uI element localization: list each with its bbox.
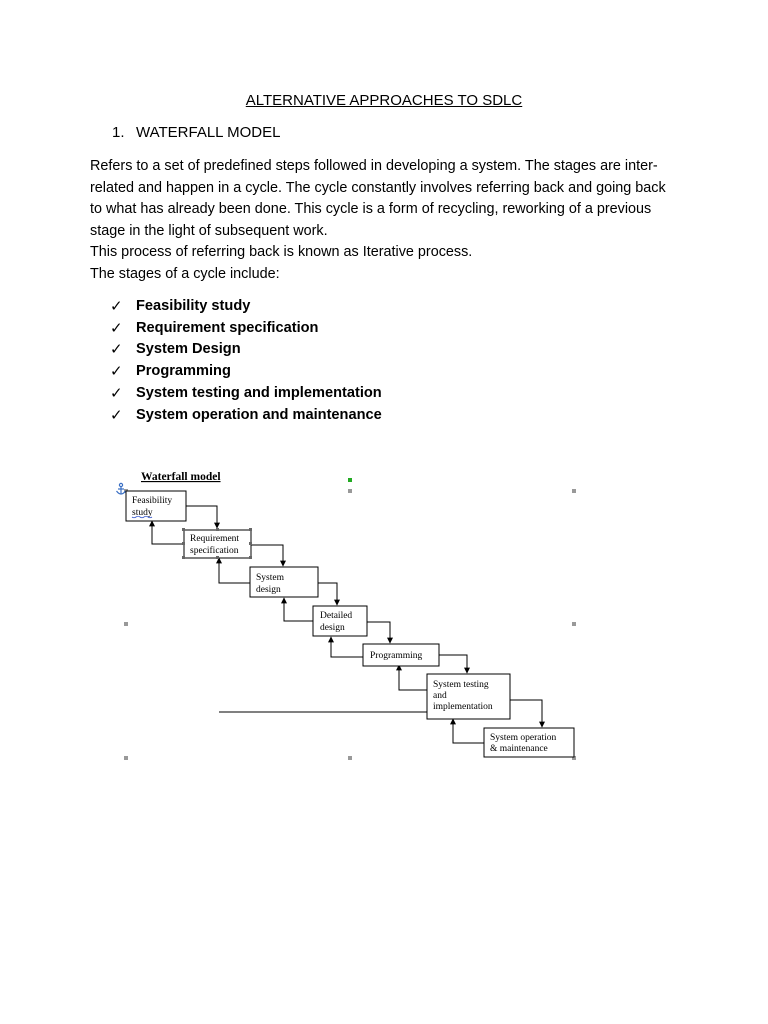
box-line: Detailed bbox=[320, 611, 353, 621]
section-title: WATERFALL MODEL bbox=[136, 124, 281, 141]
list-item-label: System Design bbox=[136, 341, 241, 358]
box-line: Requirement bbox=[190, 534, 240, 544]
list-item-label: Feasibility study bbox=[136, 298, 251, 314]
box-line: specification bbox=[190, 546, 239, 556]
box-line: System bbox=[256, 573, 284, 583]
check-icon: ✓ bbox=[110, 319, 123, 337]
rotate-handle[interactable] bbox=[348, 478, 352, 482]
section-number: 1. bbox=[112, 124, 125, 141]
box-line: Programming bbox=[370, 651, 423, 661]
box-line: & maintenance bbox=[490, 744, 548, 754]
check-icon: ✓ bbox=[110, 363, 123, 381]
diagram-title: Waterfall model bbox=[141, 471, 221, 483]
check-icon: ✓ bbox=[110, 341, 123, 359]
box-line: design bbox=[256, 585, 281, 595]
box-line: and bbox=[433, 691, 447, 701]
box-line: design bbox=[320, 623, 345, 633]
list-item-label: System operation and maintenance bbox=[136, 406, 382, 423]
box-line: System operation bbox=[490, 733, 557, 743]
box-line: System testing bbox=[433, 680, 489, 690]
box-line: study bbox=[132, 508, 153, 518]
list-item-label: System testing and implementation bbox=[136, 384, 382, 401]
list-item-label: Programming bbox=[136, 363, 231, 380]
stage-box bbox=[427, 674, 510, 719]
stage-box bbox=[126, 491, 186, 521]
check-icon: ✓ bbox=[110, 384, 123, 402]
check-icon: ✓ bbox=[110, 406, 123, 424]
box-line: implementation bbox=[433, 702, 493, 712]
check-icon: ✓ bbox=[110, 298, 123, 315]
page-title: ALTERNATIVE APPROACHES TO SDLC bbox=[245, 92, 523, 109]
stage-box bbox=[484, 728, 574, 757]
stage-box bbox=[182, 528, 252, 559]
list-item-label: Requirement specification bbox=[136, 319, 319, 336]
box-line: Feasibility bbox=[132, 496, 173, 506]
anchor-icon bbox=[117, 483, 126, 494]
stage-box bbox=[363, 644, 439, 666]
paragraph: This process of referring back is known as Iterative process. bbox=[90, 244, 473, 261]
stage-box bbox=[313, 606, 367, 636]
paragraph: Refers to a set of predefined steps followed in developing a system. The stages are inter-related and happen in a cycle. The cycle constantly involves referring back and going back to what has already been done. This cycle is a form of recycling, reworking of a previous stage in the light of subsequent work. bbox=[90, 158, 666, 239]
paragraph: The stages of a cycle include: bbox=[90, 265, 280, 282]
stage-box bbox=[250, 567, 318, 597]
